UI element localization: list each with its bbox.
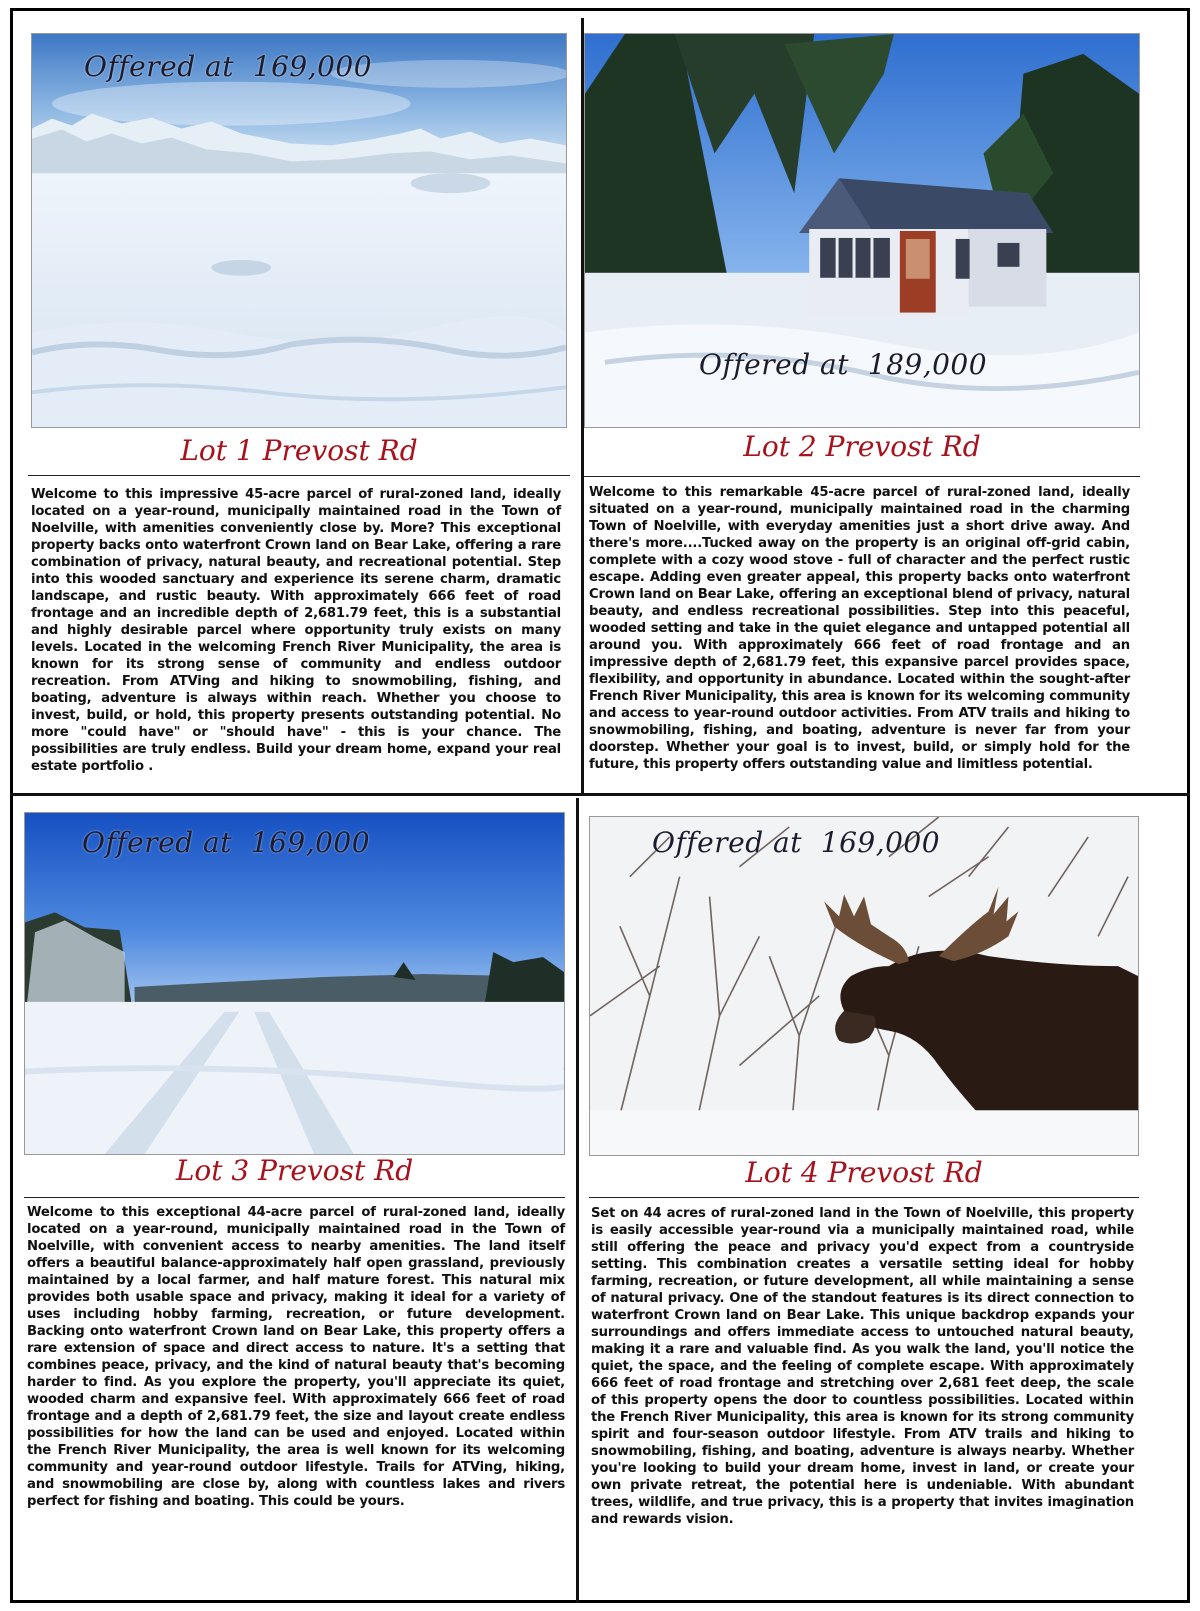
lot-2-description: Welcome to this remarkable 45-acre parcel of rural-zoned land, ideally situated on a year-round, municipally maintained road in the charming Town of Noelville, with everyday amenities just a short drive away. And there's more....Tucked away on the property is an original off-grid cabin, complete with a cozy wood stove - full of character and the perfect rustic escape. Adding even greater appeal, this property backs onto waterfront Crown land on Bear Lake, offering an exceptional blend of privacy, natural beauty, and endless recreational possibilities. Step into this peaceful, wooded setting and take in the quiet elegance and untapped potential all around you. With approximately 666 feet of road frontage and an impressive depth of 2,681.79 feet, this expansive parcel provides space, flexibility, and opportunity in abundance. Located within the sought-after French River Municipality, this area is known for its welcoming community and access to year-round outdoor activities. From ATV trails and hiking to snowmobiling, fishing, and boating, adventure is never far from your doorstep. Whether your goal is to invest, build, or simply hold for the future, this property offers outstanding value and limitless potential. (589, 485, 1130, 772)
middle-divider (10, 793, 1190, 796)
lot-1-title-rule (28, 475, 570, 476)
lot-4-photo (589, 816, 1139, 1156)
lot-4-description: Set on 44 acres of rural-zoned land in the Town of Noelville, this property is easily accessible year-round via a municipally maintained road, while still offering the peace and privacy you'd expect from a countryside setting. This combination creates a versatile setting ideal for hobby farming, recreation, or future development, all while maintaining a sense of natural privacy. One of the standout features is its direct connection to waterfront Crown land on Bear Lake. This unique backdrop expands your surroundings and offers immediate access to untouched natural beauty, making it a rare and valuable find. As you walk the land, you'll notice the quiet, the space, and the feeling of complete escape. With approximately 666 feet of road frontage and stretching over 2,681 feet deep, the scale of this property opens the door to countless possibilities. Located within the French River Municipality, this area is known for its strong community spirit and four-season outdoor lifestyle. From ATV trails and hiking to snowmobiling, fishing, and boating, adventure is always nearby. Whether you're looking to build your dream home, invest in land, or create your own private retreat, the potential here is undeniable. With abundant trees, wildlife, and true privacy, this is a property that invites imagination and rewards vision. (591, 1206, 1134, 1527)
lot-3-price: Offered at 169,000 (82, 826, 371, 859)
lot-3-title: Lot 3 Prevost Rd (175, 1154, 414, 1187)
lot-1-photo (31, 33, 567, 428)
lot-1-description: Welcome to this impressive 45-acre parcel of rural-zoned land, ideally located on a year-round, municipally maintained road in the Town of Noelville, with amenities conveniently close by. More? This exceptional property backs onto waterfront Crown land on Bear Lake, offering a rare combination of privacy, natural beauty, and recreational potential. Step into this wooded sanctuary and experience its serene charm, dramatic landscape, and rustic beauty. With approximately 666 feet of road frontage and an incredible depth of 2,681.79 feet, this is a substantial and highly desirable parcel where opportunity truly exists on many levels. Located in the welcoming French River Municipality, the area is known for its strong sense of community and endless outdoor recreation. From ATVing and hiking to snowmobiling, fishing, and boating, adventure is always within reach. Whether you choose to invest, build, or hold, this property presents outstanding potential. No more "could have" or "should have" - this is your chance. The possibilities are truly endless. Build your dream home, expand your real estate portfolio . (31, 487, 561, 774)
lot-3-photo (24, 812, 565, 1155)
lot-2-title: Lot 2 Prevost Rd (743, 430, 981, 463)
center-divider-bottom (576, 798, 579, 1603)
lot-1-title: Lot 1 Prevost Rd (180, 434, 418, 467)
lot-3-description: Welcome to this exceptional 44-acre parcel of rural-zoned land, ideally located on a year-round, municipally maintained road in the Town of Noelville, with convenient access to nearby amenities. The land itself offers a beautiful balance-approximately half open grassland, previously maintained by a local farmer, and half mature forest. This natural mix provides both usable space and privacy, making it ideal for a variety of uses including hobby farming, recreation, or future development. Backing onto waterfront Crown land on Bear Lake, this property offers a rare extension of space and direct access to nature. It's a setting that combines peace, privacy, and the kind of natural beauty that's becoming harder to find. As you explore the property, you'll appreciate its quiet, wooded charm and expansive feel. With approximately 666 feet of road frontage and a depth of 2,681.79 feet, the size and layout create endless possibilities for how the land can be used and enjoyed. Located within the French River Municipality, the area is well known for its welcoming community and year-round outdoor lifestyle. Trails for ATVing, hiking, and snowmobiling are close by, along with countless lakes and rivers perfect for fishing and boating. This could be yours. (27, 1205, 565, 1509)
lot-4-title: Lot 4 Prevost Rd (745, 1156, 983, 1189)
lot-2-title-rule (584, 476, 1140, 477)
lot-4-title-rule (589, 1197, 1139, 1198)
lot-2-price: Offered at 189,000 (699, 348, 988, 381)
lot-1-price: Offered at 169,000 (84, 50, 373, 83)
lot-4-price: Offered at 169,000 (652, 826, 941, 859)
lot-3-title-rule (24, 1197, 565, 1198)
